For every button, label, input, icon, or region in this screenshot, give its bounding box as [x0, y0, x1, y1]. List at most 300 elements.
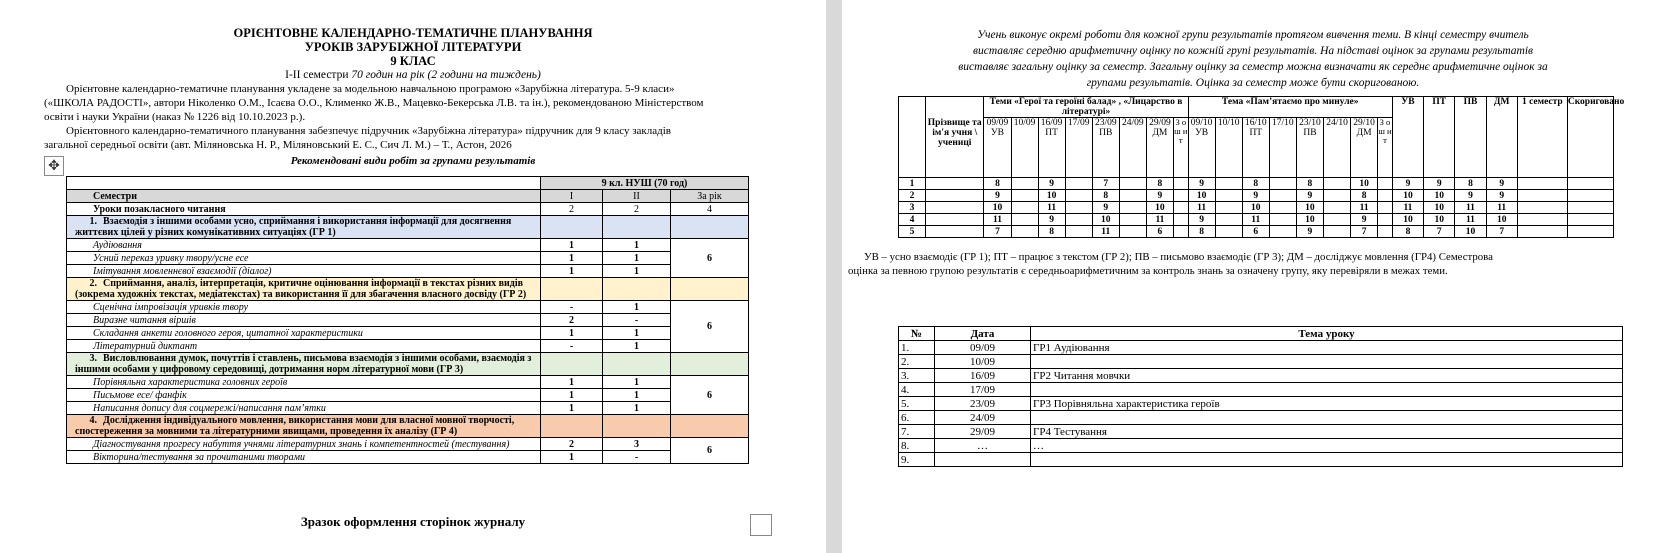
journal-date-cell	[1242, 118, 1269, 178]
journal-summary-cell: 10	[1455, 226, 1486, 238]
doc-title-line1: ОРІЄНТОВНЕ КАЛЕНДАРНО-ТЕМАТИЧНЕ ПЛАНУВАННЯ	[233, 26, 593, 40]
journal-date-cell	[1351, 118, 1378, 178]
lesson-date-header: Дата	[935, 327, 1031, 341]
lesson-topic: ГР2 Читання мовчки	[1031, 369, 1623, 383]
lesson-number: 4.	[899, 383, 935, 397]
journal-notebook-header: З о ш и т	[1173, 118, 1188, 178]
group-4-item-sem1: 2	[541, 438, 603, 451]
lesson-number: 5.	[899, 397, 935, 411]
lesson-date: 24/09	[935, 411, 1031, 425]
lesson-number-header: №	[899, 327, 935, 341]
journal-row	[899, 190, 1614, 202]
journal-summary-cell	[1567, 202, 1613, 214]
intro-para2-line1: Орієнтовного календарно-тематичного планування забезпечує підручник «Зарубіжна література» підручник для 9 класу закладів	[66, 125, 671, 137]
journal-date: 09/09	[986, 118, 1009, 128]
group-1-total: 6	[671, 239, 749, 278]
doc-title-line3: 9 КЛАС	[390, 54, 436, 68]
group-1-title: Взаємодія з іншими особами усно, сприймання і використання інформації для досягнення життєвих цілей у різних комунікативних ситуаціях (ГР 1)	[75, 216, 512, 238]
group-2-item-sem1: -	[541, 340, 603, 353]
journal-grade-cell	[1119, 202, 1146, 214]
lesson-row	[899, 411, 1623, 425]
journal-grade-cell	[1065, 214, 1092, 226]
table-caption: Рекомендовані види робіт за групами результатів	[290, 155, 536, 167]
semester-1-header: І	[541, 190, 603, 203]
journal-grade-cell: 6	[1242, 226, 1269, 238]
group-3-number: 3.	[89, 353, 97, 364]
journal-summary-cell: 8	[1455, 178, 1486, 190]
journal-summary-cell: 11	[1486, 202, 1517, 214]
journal-summary-cell: 10	[1424, 214, 1455, 226]
journal-grade-cell: 11	[1242, 214, 1269, 226]
lesson-date	[935, 453, 1031, 467]
class-hours-header: 9 кл. НУШ (70 год)	[541, 177, 749, 190]
lesson-row	[899, 397, 1623, 411]
journal-grade-cell	[1119, 190, 1146, 202]
journal-student-cell[interactable]	[926, 202, 984, 214]
lesson-date: 16/09	[935, 369, 1031, 383]
intro-para1-line2: («ШКОЛА РАДОСТІ», автори Ніколенко О.М., Ісаєва О.О., Клименко Ж.В., Мацевко-Бекерська Л.В. та ін.), рекомендованою Міністерством	[44, 97, 704, 109]
journal-row-number: 5	[899, 226, 926, 238]
journal-grade-cell: 8	[1296, 178, 1323, 190]
journal-date: 09/10	[1190, 118, 1213, 128]
journal-summary-cell: 10	[1392, 190, 1423, 202]
lesson-topic: ГР3 Порівняльна характеристика героїв	[1031, 397, 1623, 411]
journal-row	[899, 214, 1614, 226]
journal-date-cell	[1323, 118, 1350, 178]
journal-date-cell	[1296, 118, 1323, 178]
lesson-number: 3.	[899, 369, 935, 383]
lesson-date: 23/09	[935, 397, 1031, 411]
group-3-item-sem2: 1	[603, 376, 671, 389]
group-3-item-label: Письмове есе/ фанфік	[67, 389, 541, 402]
journal-grade-cell: 9	[1242, 190, 1269, 202]
right-intro-line2: виставляє середню арифметичну оцінку по кожній групі результатів. На підставі оцінок за групами результатів	[972, 45, 1534, 57]
journal-type: ПВ	[1099, 128, 1113, 138]
journal-date-cell	[1092, 118, 1119, 178]
journal-grade-cell	[1323, 178, 1350, 190]
group-3-item-sem1: 1	[541, 402, 603, 415]
journal-summary-cell	[1567, 226, 1613, 238]
journal-grade-cell	[1119, 178, 1146, 190]
journal-date: 10/09	[1013, 118, 1036, 128]
journal-grade-cell: 9	[1296, 226, 1323, 238]
work-types-table	[66, 176, 749, 464]
journal-grade-cell: 11	[1038, 202, 1065, 214]
journal-grade-cell: 9	[1146, 190, 1173, 202]
journal-type: УВ	[990, 128, 1004, 138]
group-4-item-sem2: 3	[603, 438, 671, 451]
journal-date-cell	[1215, 118, 1242, 178]
journal-grade-cell	[1065, 226, 1092, 238]
lesson-row	[899, 425, 1623, 439]
lesson-topic: …	[1031, 439, 1623, 453]
journal-grade-cell	[1011, 178, 1038, 190]
group-2-item-label: Літературний диктант	[67, 340, 541, 353]
lesson-topic: ГР1 Аудіювання	[1031, 341, 1623, 355]
right-intro-line4: групами результатів. Оцінка за семестр може бути скоригованою.	[1086, 77, 1420, 89]
journal-grade-cell	[1269, 190, 1296, 202]
journal-summary-cell	[1517, 190, 1567, 202]
lesson-number: 8.	[899, 439, 935, 453]
journal-grade-cell: 10	[1296, 202, 1323, 214]
journal-row	[899, 202, 1614, 214]
journal-date: 29/10	[1353, 118, 1375, 128]
semester-line-prefix: І-ІІ семестри	[285, 69, 352, 81]
lesson-topic	[1031, 411, 1623, 425]
journal-summary-cell: 7	[1486, 226, 1517, 238]
journal-uv-header: УВ	[1392, 97, 1423, 178]
journal-grade-cell: 10	[1188, 190, 1215, 202]
journal-date: 17/10	[1272, 118, 1294, 128]
journal-grade-cell	[1378, 178, 1393, 190]
journal-pt-header: ПТ	[1424, 97, 1455, 178]
group-3-item-label: Порівняльна характеристика головних героїв	[67, 376, 541, 389]
journal-notebook-header: З о ш и т	[1378, 118, 1393, 178]
journal-type: ДМ	[1356, 128, 1372, 138]
journal-row-number: 2	[899, 190, 926, 202]
journal-type: ПТ	[1249, 128, 1263, 138]
journal-grade-cell: 8	[1188, 226, 1215, 238]
journal-grade-cell	[1323, 214, 1350, 226]
journal-grade-cell	[1065, 190, 1092, 202]
group-3-total: 6	[671, 376, 749, 415]
journal-grade-cell	[1215, 202, 1242, 214]
group-4-item-sem1: 1	[541, 451, 603, 464]
group-2-item-label: Складання анкети головного героя, цитатної характеристики	[67, 327, 541, 340]
journal-grade-cell	[1378, 214, 1393, 226]
journal-row-number: 1	[899, 178, 926, 190]
journal-grade-cell	[1119, 226, 1146, 238]
journal-grade-cell	[1011, 214, 1038, 226]
journal-date: 29/09	[1149, 118, 1171, 128]
group-4-title: Дослідження індивідуального мовлення, використання мови для власної мовної творчості, спостереження за мовними та літературними явищами, проведення їх аналізу (ГР 4)	[75, 415, 515, 437]
journal-date-cell	[1188, 118, 1215, 178]
journal-date: 16/10	[1244, 118, 1267, 128]
journal-grade-cell	[1065, 202, 1092, 214]
group-1-item-sem1: 1	[541, 252, 603, 265]
lesson-date: 09/09	[935, 341, 1031, 355]
journal-grade-cell: 9	[1188, 178, 1215, 190]
group-3-title-row	[67, 353, 541, 376]
journal-grade-cell	[1378, 226, 1393, 238]
journal-grade-cell	[1215, 178, 1242, 190]
group-3-title: Висловлювання думок, почуттів і ставлень, письмова взаємодія з іншими особами, взаємодія з іншими особами у цифровому середовищі, дотримання норм літературної мови (ГР 3)	[75, 353, 532, 375]
group-1-item-sem1: 1	[541, 265, 603, 278]
journal-summary-cell: 8	[1392, 226, 1423, 238]
lesson-topic	[1031, 383, 1623, 397]
journal-grade-cell	[1065, 178, 1092, 190]
intro-para1-line1: Орієнтовне календарно-тематичне планування укладене за модельною навчальною програмою «Зарубіжна література. 5-9 класи»	[66, 83, 675, 95]
journal-summary-cell	[1517, 214, 1567, 226]
group-1-item-label: Аудіювання	[67, 239, 541, 252]
journal-grade-cell	[1173, 190, 1188, 202]
lesson-row	[899, 383, 1623, 397]
journal-date: 24/09	[1122, 118, 1144, 128]
lesson-topic-header: Тема уроку	[1031, 327, 1623, 341]
journal-grade-cell: 8	[984, 178, 1011, 190]
table-corner	[67, 177, 541, 190]
journal-grade-cell: 7	[1092, 178, 1119, 190]
group-4-item-label: Діагностування прогресу набуття учнями літературних знань і компетентностей (тестування)	[67, 438, 541, 451]
group-1-title-row	[67, 216, 541, 239]
journal-grade-cell	[1378, 202, 1393, 214]
journal-pv-header: ПВ	[1455, 97, 1486, 178]
journal-grade-cell: 9	[1092, 202, 1119, 214]
group-1-item-sem2: 1	[603, 239, 671, 252]
intro-para2-line2: загальної середньої освіти (авт. Міляновська Н. Р., Міляновський Е. С., Сич Л. М.) – Т., Астон, 2026	[44, 139, 512, 151]
journal-grade-cell: 11	[984, 214, 1011, 226]
table-resize-handle[interactable]	[750, 514, 772, 536]
journal-grade-cell	[1378, 190, 1393, 202]
journal-student-cell[interactable]	[926, 226, 984, 238]
journal-grade-cell: 10	[1351, 178, 1378, 190]
journal-summary-cell: 10	[1392, 214, 1423, 226]
group-3-item-label: Написання допису для соцмережі/написання пам’ятки	[67, 402, 541, 415]
lesson-date: 17/09	[935, 383, 1031, 397]
table-move-handle-icon[interactable]: ✥	[44, 156, 64, 176]
year-header: За рік	[671, 190, 749, 203]
journal-grade-cell: 8	[1242, 178, 1269, 190]
journal-grade-cell: 8	[1146, 178, 1173, 190]
group-2-title-row	[67, 278, 541, 301]
journal-grade-cell: 7	[1351, 226, 1378, 238]
journal-summary-cell: 10	[1424, 190, 1455, 202]
journal-grade-cell	[1269, 178, 1296, 190]
journal-student-header-top	[926, 97, 984, 118]
journal-grade-cell	[1215, 226, 1242, 238]
group-3-item-sem2: 1	[603, 402, 671, 415]
journal-summary-cell: 9	[1392, 178, 1423, 190]
journal-summary-cell: 9	[1455, 190, 1486, 202]
journal-grade-cell: 9	[984, 190, 1011, 202]
journal-summary-cell	[1567, 190, 1613, 202]
group-3-item-sem1: 1	[541, 376, 603, 389]
journal-grade-cell: 11	[1351, 202, 1378, 214]
lesson-topic: ГР4 Тестування	[1031, 425, 1623, 439]
journal-summary-cell	[1567, 178, 1613, 190]
journal-row	[899, 226, 1614, 238]
reading-lessons-sem2: 2	[603, 203, 671, 216]
journal-grade-cell: 10	[1092, 214, 1119, 226]
lesson-number: 7.	[899, 425, 935, 439]
lesson-number: 1.	[899, 341, 935, 355]
lesson-topic	[1031, 453, 1623, 467]
journal-grade-cell	[1323, 202, 1350, 214]
journal-theme1-header: Теми «Герої та героїні балад» , «Лицарство в літературі»	[984, 97, 1188, 118]
group-2-item-label: Виразне читання віршів	[67, 314, 541, 327]
lesson-topic	[1031, 355, 1623, 369]
lesson-number: 9.	[899, 453, 935, 467]
journal-summary-cell	[1517, 202, 1567, 214]
intro-para1-line3: освіти і науки України (наказ № 1226 від 10.10.2023 р.).	[44, 111, 306, 123]
group-2-total: 6	[671, 301, 749, 353]
journal-grade-cell	[1173, 214, 1188, 226]
journal-grade-cell: 8	[1092, 190, 1119, 202]
group-4-total: 6	[671, 438, 749, 464]
lesson-date: 10/09	[935, 355, 1031, 369]
journal-summary-cell: 10	[1424, 202, 1455, 214]
journal-summary-cell: 9	[1486, 190, 1517, 202]
journal-grade-cell	[1269, 214, 1296, 226]
group-2-item-sem2: 1	[603, 301, 671, 314]
class-journal-table	[898, 96, 1625, 238]
journal-grade-cell	[1011, 226, 1038, 238]
group-4-item-sem2: -	[603, 451, 671, 464]
group-1-item-label: Імітування мовленнєвої взаємодії (діалог)	[67, 265, 541, 278]
journal-grade-cell: 9	[1038, 178, 1065, 190]
page-gutter	[826, 0, 842, 553]
group-2-item-sem2: 1	[603, 340, 671, 353]
journal-grade-cell: 6	[1146, 226, 1173, 238]
journal-summary-cell: 11	[1455, 214, 1486, 226]
document-page-right	[842, 0, 1664, 553]
journal-grade-cell	[1119, 214, 1146, 226]
journal-row-number-header	[899, 97, 926, 178]
group-4-number: 4.	[89, 415, 97, 426]
lesson-row	[899, 453, 1623, 467]
journal-date-cell	[1119, 118, 1146, 178]
journal-student-cell[interactable]	[926, 178, 984, 190]
journal-grade-cell	[1011, 202, 1038, 214]
journal-row	[899, 178, 1614, 190]
group-3-item-sem2: 1	[603, 389, 671, 402]
journal-grade-cell: 11	[1188, 202, 1215, 214]
journal-sample-heading: Зразок оформлення сторінок журналу	[300, 514, 526, 529]
journal-grade-cell: 11	[1146, 214, 1173, 226]
journal-grade-cell	[1323, 226, 1350, 238]
journal-date: 23/10	[1299, 118, 1321, 128]
group-1-item-sem2: 1	[603, 265, 671, 278]
lesson-row	[899, 439, 1623, 453]
journal-type: ПТ	[1045, 128, 1058, 138]
journal-row-number: 3	[899, 202, 926, 214]
journal-grade-cell: 10	[1146, 202, 1173, 214]
journal-summary-cell: 11	[1392, 202, 1423, 214]
journal-grade-cell: 7	[984, 226, 1011, 238]
journal-grade-cell	[1323, 190, 1350, 202]
journal-grade-cell	[1215, 190, 1242, 202]
lesson-row	[899, 355, 1623, 369]
group-4-item-label: Вікторина/тестування за прочитаними творами	[67, 451, 541, 464]
journal-date-cell	[984, 118, 1011, 178]
journal-date: 24/10	[1326, 118, 1348, 128]
reading-lessons-year: 4	[671, 203, 749, 216]
group-2-item-sem2: -	[603, 314, 671, 327]
journal-grade-cell: 8	[1038, 226, 1065, 238]
journal-type: ДМ	[1152, 128, 1168, 138]
group-2-title: Сприймання, аналіз, інтерпретація, критичне оцінювання інформації в текстах різних видів (зокрема художніх текстах, медіатекстах) та використання її для збагачення власного досвіду (ГР 2)	[75, 278, 527, 300]
journal-semester-header: 1 семестр	[1517, 97, 1567, 178]
reading-lessons-label: Уроки позакласного читання	[67, 203, 541, 216]
group-1-number: 1.	[89, 216, 97, 227]
journal-grade-cell	[1173, 178, 1188, 190]
journal-type: УВ	[1195, 128, 1209, 138]
journal-grade-cell: 9	[1038, 214, 1065, 226]
journal-student-cell[interactable]	[926, 214, 984, 226]
journal-date: 23/09	[1094, 118, 1117, 128]
journal-student-cell[interactable]	[926, 190, 984, 202]
lesson-row	[899, 369, 1623, 383]
group-2-item-label: Сценічна імпровізація уривків твору	[67, 301, 541, 314]
group-3-item-sem1: 1	[541, 389, 603, 402]
journal-summary-cell: 9	[1486, 178, 1517, 190]
lesson-number: 6.	[899, 411, 935, 425]
semesters-header: Семестри	[67, 190, 541, 203]
legend-line2: оцінка за певною групою результатів є середньоарифметичним за контроль знань за означену групу, яку перевіряли в межах теми.	[848, 265, 1448, 277]
right-intro-line3: виставляє загальну оцінку за семестр. Загальну оцінку за семестр можна визначати як середнє арифметичне оцінок за	[958, 61, 1548, 73]
journal-date: 17/09	[1067, 118, 1090, 128]
journal-date-cell	[1038, 118, 1065, 178]
group-2-item-sem1: 2	[541, 314, 603, 327]
journal-date-cell	[1146, 118, 1173, 178]
journal-grade-cell	[1173, 202, 1188, 214]
journal-grade-cell	[1173, 226, 1188, 238]
group-1-item-sem1: 1	[541, 239, 603, 252]
lesson-number: 2.	[899, 355, 935, 369]
journal-corrected-header: Скориговано	[1567, 97, 1613, 178]
semester-2-header: ІІ	[603, 190, 671, 203]
legend-line1: УВ – усно взаємодіє (ГР 1); ПТ – працює з текстом (ГР 2); ПВ – письмово взаємодіє (ГР 3); ДМ – досліджує мовлення (ГР4) Семестрова	[864, 251, 1493, 263]
group-1-item-label: Усний переказ уривку твору/усне есе	[67, 252, 541, 265]
lesson-date: 29/09	[935, 425, 1031, 439]
journal-date-cell	[1269, 118, 1296, 178]
lesson-date: …	[935, 439, 1031, 453]
group-2-item-sem1: 1	[541, 327, 603, 340]
journal-grade-cell: 9	[1188, 214, 1215, 226]
semester-line-hours: 70 годин на рік (2 години на тиждень)	[351, 69, 541, 81]
journal-grade-cell	[1215, 214, 1242, 226]
journal-grade-cell: 9	[1296, 190, 1323, 202]
group-1-item-sem2: 1	[603, 252, 671, 265]
journal-grade-cell	[1269, 202, 1296, 214]
journal-summary-cell: 11	[1455, 202, 1486, 214]
group-4-title-row	[67, 415, 541, 438]
lesson-list-table	[898, 326, 1623, 467]
journal-row-number: 4	[899, 214, 926, 226]
journal-summary-cell	[1517, 226, 1567, 238]
journal-date-cell	[1011, 118, 1038, 178]
journal-grade-cell: 10	[984, 202, 1011, 214]
journal-grade-cell: 10	[1038, 190, 1065, 202]
journal-grade-cell: 9	[1351, 214, 1378, 226]
journal-grade-cell: 11	[1092, 226, 1119, 238]
semester-line	[0, 68, 826, 82]
journal-theme2-header: Тема «Пам’ятаємо про минуле»	[1188, 97, 1392, 118]
lesson-row	[899, 341, 1623, 355]
journal-grade-cell: 10	[1296, 214, 1323, 226]
journal-date-cell	[1065, 118, 1092, 178]
journal-dm-header: ДМ	[1486, 97, 1517, 178]
journal-grade-cell	[1269, 226, 1296, 238]
journal-date: 10/10	[1217, 118, 1240, 128]
journal-summary-cell	[1567, 214, 1613, 226]
right-intro-line1: Учень виконує окремі роботи для кожної групи результатів протягом вивчення теми. В кінці семестру вчитель	[977, 29, 1529, 41]
journal-grade-cell	[1011, 190, 1038, 202]
group-2-number: 2.	[89, 278, 97, 289]
journal-summary-cell	[1517, 178, 1567, 190]
group-2-item-sem1: -	[541, 301, 603, 314]
journal-summary-cell: 9	[1424, 178, 1455, 190]
journal-type: ПВ	[1303, 128, 1317, 138]
doc-title-line2: УРОКІВ ЗАРУБІЖНОЇ ЛІТЕРАТУРИ	[304, 40, 522, 54]
journal-grade-cell: 10	[1242, 202, 1269, 214]
journal-summary-cell: 7	[1424, 226, 1455, 238]
journal-student-header: Прізвище та ім'я учня \ учениці	[926, 118, 984, 178]
group-2-item-sem2: 1	[603, 327, 671, 340]
journal-grade-cell: 8	[1351, 190, 1378, 202]
journal-summary-cell: 10	[1486, 214, 1517, 226]
journal-date: 16/09	[1040, 118, 1063, 128]
